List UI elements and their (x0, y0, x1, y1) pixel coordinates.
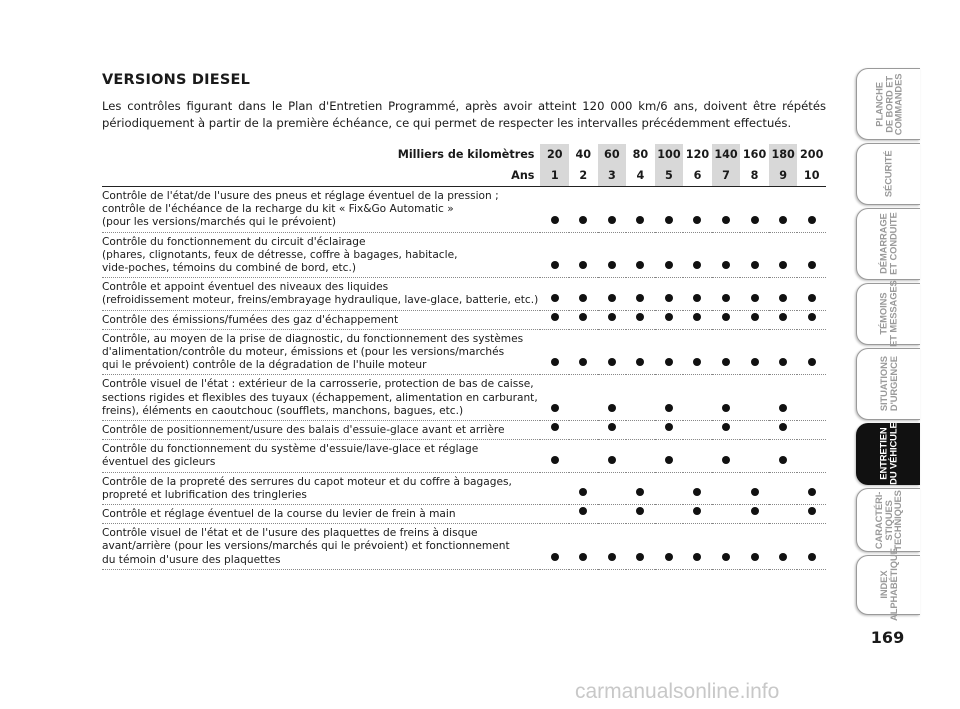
check-mark-dot-icon (551, 423, 559, 431)
check-mark-dot-icon (665, 313, 673, 321)
interval-cell (683, 440, 712, 472)
section-title: VERSIONS DIESEL (102, 72, 251, 88)
check-mark-dot-icon (636, 553, 644, 561)
km-header-cell: 120 (685, 148, 710, 161)
interval-cell (626, 187, 655, 233)
interval-cell (655, 232, 684, 278)
interval-cell (626, 472, 655, 504)
interval-cell (683, 421, 712, 440)
check-mark-dot-icon (608, 423, 616, 431)
interval-cell (683, 375, 712, 421)
interval-cell (769, 524, 798, 570)
check-mark-dot-icon (751, 216, 759, 224)
chapter-tab-label: ENTRETIEN DU VÉHICULE (877, 422, 899, 486)
interval-cell (769, 375, 798, 421)
check-mark-dot-icon (693, 488, 701, 496)
interval-cell (626, 421, 655, 440)
interval-cell (626, 310, 655, 329)
interval-cell (683, 472, 712, 504)
check-mark-dot-icon (608, 456, 616, 464)
check-mark-dot-icon (779, 216, 787, 224)
interval-cell (569, 505, 598, 524)
check-mark-dot-icon (665, 423, 673, 431)
year-header-cell: 8 (740, 165, 769, 187)
check-mark-dot-icon (751, 553, 759, 561)
years-header-label: Ans (102, 165, 540, 187)
check-mark-dot-icon (665, 261, 673, 269)
interval-cell (540, 440, 569, 472)
check-mark-dot-icon (779, 404, 787, 412)
check-description: Contrôle de l'état/de l'usure des pneus et réglage éventuel de la pression ; contrôle de l'échéance de la recharge du kit « Fix&Go Automatic » (pour les versions/marchés qui le prévoient) (102, 187, 540, 233)
check-mark-dot-icon (779, 456, 787, 464)
interval-cell (797, 375, 826, 421)
watermark: carmanualsonline.info (575, 680, 780, 703)
check-mark-dot-icon (722, 216, 730, 224)
check-mark-dot-icon (722, 423, 730, 431)
check-mark-dot-icon (693, 358, 701, 366)
chapter-tab[interactable] (856, 280, 920, 348)
interval-cell (797, 505, 826, 524)
interval-cell (740, 278, 769, 310)
table-row (102, 310, 826, 329)
check-description: Contrôle du fonctionnement du circuit d'éclairage (phares, clignotants, feux de détresse, coffre à bagages, habitacle, vide-poches, témoins du combiné de bord, etc.) (102, 232, 540, 278)
interval-cell (626, 278, 655, 310)
interval-cell (540, 187, 569, 233)
check-mark-dot-icon (551, 216, 559, 224)
check-mark-dot-icon (693, 507, 701, 515)
chapter-tab-label: TÉMOINS ET MESSAGES (877, 280, 899, 348)
year-header-cell: 9 (769, 165, 798, 187)
check-mark-dot-icon (665, 216, 673, 224)
check-mark-dot-icon (608, 358, 616, 366)
interval-cell (797, 440, 826, 472)
check-mark-dot-icon (808, 488, 816, 496)
interval-cell (540, 375, 569, 421)
interval-cell (769, 310, 798, 329)
year-header-cell: 6 (683, 165, 712, 187)
check-mark-dot-icon (751, 358, 759, 366)
table-row (102, 472, 826, 504)
year-header-cell: 7 (712, 165, 741, 187)
interval-cell (655, 505, 684, 524)
interval-cell (626, 375, 655, 421)
interval-cell (626, 440, 655, 472)
interval-cell (797, 329, 826, 375)
interval-cell (769, 232, 798, 278)
interval-cell (655, 375, 684, 421)
check-mark-dot-icon (551, 456, 559, 464)
interval-cell (655, 278, 684, 310)
chapter-tab[interactable] (856, 548, 920, 622)
interval-cell (740, 232, 769, 278)
interval-cell (769, 472, 798, 504)
years-header-row (102, 165, 826, 187)
check-mark-dot-icon (693, 216, 701, 224)
interval-cell (655, 421, 684, 440)
km-header-cell: 160 (742, 148, 767, 161)
check-mark-dot-icon (808, 507, 816, 515)
check-mark-dot-icon (779, 553, 787, 561)
check-mark-dot-icon (551, 358, 559, 366)
interval-cell (540, 472, 569, 504)
interval-cell (569, 375, 598, 421)
interval-cell (712, 524, 741, 570)
check-mark-dot-icon (551, 553, 559, 561)
interval-cell (626, 329, 655, 375)
interval-cell (769, 440, 798, 472)
interval-cell (797, 472, 826, 504)
interval-cell (598, 187, 627, 233)
interval-cell (740, 421, 769, 440)
table-row (102, 375, 826, 421)
interval-cell (598, 524, 627, 570)
interval-cell (683, 524, 712, 570)
check-mark-dot-icon (579, 216, 587, 224)
check-mark-dot-icon (693, 313, 701, 321)
interval-cell (598, 472, 627, 504)
chapter-tab-label: PLANCHE DE BORD ET COMMANDES (873, 73, 904, 135)
table-row (102, 278, 826, 310)
interval-cell (569, 440, 598, 472)
interval-cell (769, 421, 798, 440)
interval-cell (683, 232, 712, 278)
check-mark-dot-icon (579, 294, 587, 302)
check-mark-dot-icon (779, 358, 787, 366)
interval-cell (598, 505, 627, 524)
interval-cell (598, 329, 627, 375)
check-mark-dot-icon (808, 216, 816, 224)
check-mark-dot-icon (551, 404, 559, 412)
interval-cell (569, 524, 598, 570)
check-mark-dot-icon (608, 216, 616, 224)
interval-cell (797, 187, 826, 233)
year-header-cell: 4 (626, 165, 655, 187)
interval-cell (655, 187, 684, 233)
check-mark-dot-icon (779, 423, 787, 431)
interval-cell (797, 310, 826, 329)
year-header-cell: 10 (797, 165, 826, 187)
interval-cell (712, 278, 741, 310)
interval-cell (540, 524, 569, 570)
check-mark-dot-icon (722, 456, 730, 464)
check-mark-dot-icon (808, 294, 816, 302)
interval-cell (569, 187, 598, 233)
interval-cell (712, 310, 741, 329)
chapter-tab-label: INDEX ALPHABÉTIQUE (877, 548, 899, 622)
interval-cell (569, 232, 598, 278)
interval-cell (569, 329, 598, 375)
table-row (102, 232, 826, 278)
interval-cell (655, 472, 684, 504)
year-header-cell: 3 (598, 165, 627, 187)
maintenance-table (102, 144, 826, 570)
check-mark-dot-icon (751, 294, 759, 302)
interval-cell (683, 278, 712, 310)
interval-cell (683, 187, 712, 233)
check-mark-dot-icon (551, 261, 559, 269)
interval-cell (740, 375, 769, 421)
check-mark-dot-icon (779, 294, 787, 302)
check-mark-dot-icon (722, 261, 730, 269)
check-mark-dot-icon (579, 358, 587, 366)
interval-cell (769, 278, 798, 310)
interval-cell (540, 329, 569, 375)
page-number: 169 (870, 628, 905, 647)
year-header-cell: 1 (540, 165, 569, 187)
table-row (102, 329, 826, 375)
check-mark-dot-icon (665, 404, 673, 412)
check-mark-dot-icon (722, 404, 730, 412)
km-header-cell: 20 (540, 144, 569, 165)
check-mark-dot-icon (779, 313, 787, 321)
check-mark-dot-icon (751, 261, 759, 269)
km-header-cell: 60 (598, 144, 627, 165)
year-header-cell: 5 (655, 165, 684, 187)
check-mark-dot-icon (579, 553, 587, 561)
interval-cell (797, 421, 826, 440)
interval-cell (598, 421, 627, 440)
check-mark-dot-icon (693, 553, 701, 561)
check-mark-dot-icon (636, 294, 644, 302)
chapter-tab-label: DÉMARRAGE ET CONDUITE (877, 212, 899, 276)
interval-cell (740, 472, 769, 504)
check-mark-dot-icon (636, 261, 644, 269)
check-mark-dot-icon (636, 216, 644, 224)
chapter-tab[interactable] (856, 423, 920, 485)
chapter-tab[interactable] (856, 348, 920, 420)
interval-cell (740, 440, 769, 472)
table-row (102, 187, 826, 233)
check-mark-dot-icon (608, 294, 616, 302)
km-header-row (102, 144, 826, 165)
check-mark-dot-icon (722, 358, 730, 366)
km-header-cell: 100 (655, 144, 684, 165)
check-mark-dot-icon (693, 294, 701, 302)
check-mark-dot-icon (665, 358, 673, 366)
check-description: Contrôle de la propreté des serrures du capot moteur et du coffre à bagages, propreté et lubrification des tringleries (102, 472, 540, 504)
chapter-tab-label: SITUATIONS D'URGENCE (877, 356, 899, 412)
interval-cell (683, 505, 712, 524)
interval-cell (626, 505, 655, 524)
interval-cell (569, 310, 598, 329)
interval-cell (712, 472, 741, 504)
interval-cell (712, 440, 741, 472)
table-row (102, 440, 826, 472)
interval-cell (540, 505, 569, 524)
interval-cell (626, 232, 655, 278)
interval-cell (740, 310, 769, 329)
check-mark-dot-icon (751, 488, 759, 496)
year-header-cell: 2 (569, 165, 598, 187)
interval-cell (655, 329, 684, 375)
table-row (102, 421, 826, 440)
chapter-tab[interactable] (856, 488, 920, 552)
interval-cell (598, 440, 627, 472)
check-description: Contrôle visuel de l'état : extérieur de la carrosserie, protection de bas de caisse, sections rigides et flexibles des tuyaux (échappement, alimentation en carburant, freins), éléments en caoutchouc (soufflets, manchons, bagues, etc.) (102, 375, 540, 421)
check-mark-dot-icon (665, 294, 673, 302)
interval-cell (797, 232, 826, 278)
check-description: Contrôle de positionnement/usure des balais d'essuie-glace avant et arrière (102, 421, 540, 440)
check-mark-dot-icon (636, 313, 644, 321)
interval-cell (769, 187, 798, 233)
interval-cell (740, 524, 769, 570)
intro-paragraph: Les contrôles figurant dans le Plan d'Entretien Programmé, après avoir atteint 120 000 km/6 ans, doivent être répétés périodiquement à partir de la première échéance, ce qui permet de respecter les intervalles précédemment effectués. (102, 99, 826, 130)
check-mark-dot-icon (608, 404, 616, 412)
interval-cell (540, 421, 569, 440)
interval-cell (598, 232, 627, 278)
check-mark-dot-icon (665, 456, 673, 464)
km-header-cell: 140 (712, 144, 741, 165)
interval-cell (540, 232, 569, 278)
check-description: Contrôle et réglage éventuel de la course du levier de frein à main (102, 505, 540, 524)
check-mark-dot-icon (751, 313, 759, 321)
km-header-cell: 80 (632, 148, 649, 161)
chapter-tab-label: CARACTÉRI- STIQUES TECHNIQUES (873, 489, 904, 551)
interval-cell (712, 187, 741, 233)
check-mark-dot-icon (636, 358, 644, 366)
check-mark-dot-icon (751, 507, 759, 515)
check-mark-dot-icon (579, 507, 587, 515)
check-description: Contrôle et appoint éventuel des niveaux des liquides (refroidissement moteur, freins/embrayage hydraulique, lave-glace, batterie, etc.) (102, 278, 540, 310)
interval-cell (540, 310, 569, 329)
interval-cell (655, 524, 684, 570)
chapter-tab[interactable] (856, 68, 920, 140)
check-mark-dot-icon (608, 553, 616, 561)
check-mark-dot-icon (579, 261, 587, 269)
check-mark-dot-icon (693, 261, 701, 269)
check-mark-dot-icon (722, 313, 730, 321)
check-mark-dot-icon (579, 313, 587, 321)
chapter-tab[interactable] (856, 143, 920, 205)
check-description: Contrôle du fonctionnement du système d'essuie/lave-glace et réglage éventuel des gicleurs (102, 440, 540, 472)
table-row (102, 524, 826, 570)
interval-cell (769, 505, 798, 524)
interval-cell (797, 524, 826, 570)
interval-cell (598, 310, 627, 329)
check-mark-dot-icon (636, 507, 644, 515)
check-mark-dot-icon (722, 294, 730, 302)
check-mark-dot-icon (551, 294, 559, 302)
interval-cell (797, 278, 826, 310)
interval-cell (683, 310, 712, 329)
check-mark-dot-icon (808, 313, 816, 321)
interval-cell (740, 187, 769, 233)
check-mark-dot-icon (551, 313, 559, 321)
interval-cell (740, 329, 769, 375)
interval-cell (769, 329, 798, 375)
interval-cell (712, 421, 741, 440)
check-mark-dot-icon (722, 553, 730, 561)
interval-cell (712, 505, 741, 524)
interval-cell (712, 329, 741, 375)
interval-cell (655, 440, 684, 472)
check-mark-dot-icon (608, 313, 616, 321)
interval-cell (655, 310, 684, 329)
table-row (102, 505, 826, 524)
chapter-tab-label: SÉCURITÉ (882, 150, 894, 198)
km-header-cell: 200 (800, 148, 824, 161)
km-header-cell: 180 (769, 144, 798, 165)
check-mark-dot-icon (808, 358, 816, 366)
interval-cell (598, 375, 627, 421)
check-description: Contrôle des émissions/fumées des gaz d'échappement (102, 310, 540, 329)
interval-cell (569, 472, 598, 504)
interval-cell (540, 278, 569, 310)
check-description: Contrôle visuel de l'état et de l'usure des plaquettes de freins à disque avant/arrière (pour les versions/marchés qui le prévoient) et fonctionnement du témoin d'usure des plaquettes (102, 524, 540, 570)
check-description: Contrôle, au moyen de la prise de diagnostic, du fonctionnement des systèmes d'alimentation/contrôle du moteur, émissions et (pour les versions/marchés qui le prévoient) contrôle de la dégradation de l'huile moteur (102, 329, 540, 375)
check-mark-dot-icon (808, 553, 816, 561)
interval-cell (598, 278, 627, 310)
chapter-tab[interactable] (856, 208, 920, 280)
km-header-label: Milliers de kilomètres (397, 148, 535, 161)
interval-cell (712, 375, 741, 421)
interval-cell (626, 524, 655, 570)
check-mark-dot-icon (608, 261, 616, 269)
interval-cell (683, 329, 712, 375)
interval-cell (740, 505, 769, 524)
check-mark-dot-icon (636, 488, 644, 496)
check-mark-dot-icon (779, 261, 787, 269)
interval-cell (712, 232, 741, 278)
interval-cell (569, 421, 598, 440)
check-mark-dot-icon (579, 488, 587, 496)
interval-cell (569, 278, 598, 310)
km-header-cell: 40 (575, 148, 592, 161)
check-mark-dot-icon (665, 553, 673, 561)
check-mark-dot-icon (808, 261, 816, 269)
